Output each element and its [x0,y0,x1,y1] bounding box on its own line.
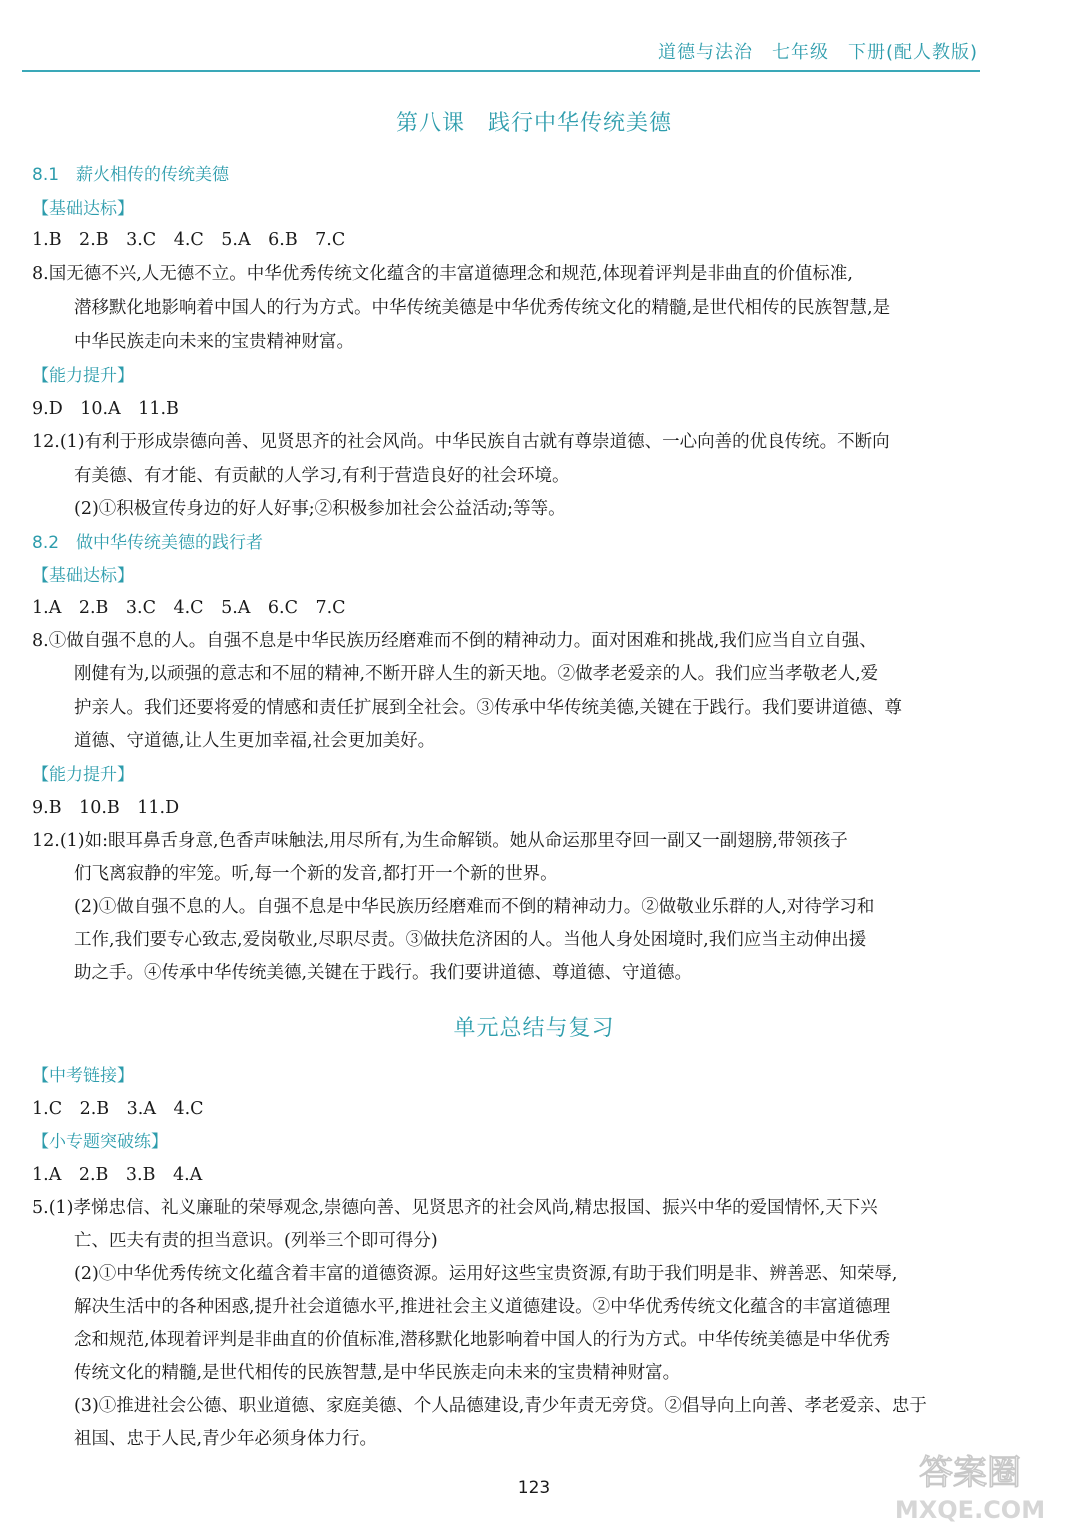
answer-line: (3)①推进社会公德、职业道德、家庭美德、个人品德建设,青少年责无旁贷。②倡导向上向善、孝老爱亲、忠于 [74,1396,927,1416]
answer-line: 1.B 2.B 3.C 4.C 5.A 6.B 7.C [32,230,346,250]
lesson-title: 第八课 践行中华传统美德 [395,111,672,136]
tag-basic-2: 【基础达标】 [32,566,134,586]
answer-line: 中华民族走向未来的宝贵精神财富。 [74,332,354,352]
section-title-8-2: 8.2 做中华传统美德的践行者 [32,533,264,553]
section-title-8-1: 8.1 薪火相传的传统美德 [32,165,230,185]
answer-line: 传统文化的精髓,是世代相传的民族智慧,是中华民族走向未来的宝贵精神财富。 [74,1363,681,1383]
answer-line: 潜移默化地影响着中国人的行为方式。中华传统美德是中华优秀传统文化的精髓,是世代相传的民族智慧,是 [74,298,891,318]
answer-line: (2)①中华优秀传统文化蕴含着丰富的道德资源。运用好这些宝贵资源,有助于我们明是非、辨善恶、知荣辱, [74,1264,898,1284]
answer-line: 12.(1)如:眼耳鼻舌身意,色香声味触法,用尽所有,为生命解锁。她从命运那里夺回一副又一副翅膀,带领孩子 [32,831,848,851]
answer-line: 1.A 2.B 3.C 4.C 5.A 6.C 7.C [32,598,346,618]
page-number: 123 [517,1478,551,1498]
answer-line: (2)①做自强不息的人。自强不息是中华民族历经磨难而不倒的精神动力。②做敬业乐群的人,对待学习和 [74,897,875,917]
tag-ability-1: 【能力提升】 [32,366,134,386]
answer-line: 5.(1)孝悌忠信、礼义廉耻的荣辱观念,崇德向善、见贤思齐的社会风尚,精忠报国、振兴中华的爱国情怀,天下兴 [32,1198,878,1218]
answer-line: 有美德、有才能、有贡献的人学习,有利于营造良好的社会环境。 [74,466,570,486]
answer-line: 解决生活中的各种困惑,提升社会道德水平,推进社会主义道德建设。②中华优秀传统文化蕴含的丰富道德理 [74,1297,891,1317]
watermark-logo [890,1444,1050,1526]
answer-line: 亡、匹夫有责的担当意识。(列举三个即可得分) [74,1231,438,1251]
answer-line: 道德、守道德,让人生更加幸福,社会更加美好。 [74,731,436,751]
answer-line: 9.D 10.A 11.B [32,399,179,419]
watermark-line2: MXQE.COM [894,1496,1046,1524]
tag-ability-2: 【能力提升】 [32,765,134,785]
answer-line: 们飞离寂静的牢笼。听,每一个新的发音,都打开一个新的世界。 [74,864,558,884]
answer-line: 助之手。④传承中华传统美德,关键在于践行。我们要讲道德、尊道德、守道德。 [74,963,693,983]
answer-line: 1.C 2.B 3.A 4.C [32,1099,204,1119]
page-header [22,36,980,72]
tag-basic-1: 【基础达标】 [32,199,134,219]
answer-line: 8.①做自强不息的人。自强不息是中华民族历经磨难而不倒的精神动力。面对困难和挑战,我们应当自立自强、 [32,631,877,651]
answer-line: 护亲人。我们还要将爱的情感和责任扩展到全社会。③传承中华传统美德,关键在于践行。我们要讲道德、尊 [74,698,903,718]
answer-line: (2)①积极宣传身边的好人好事;②积极参加社会公益活动;等等。 [74,499,566,519]
answer-line: 1.A 2.B 3.B 4.A [32,1165,203,1185]
unit-title: 单元总结与复习 [453,1016,615,1041]
answer-line: 念和规范,体现着评判是非曲直的价值标准,潜移默化地影响着中国人的行为方式。中华传统美德是中华优秀 [74,1330,891,1350]
answer-line: 9.B 10.B 11.D [32,798,180,818]
watermark-line1: 答案圈 [919,1453,1021,1493]
header-text: 道德与法治 七年级 下册(配人教版) [657,42,978,63]
answer-line: 刚健有为,以顽强的意志和不屈的精神,不断开辟人生的新天地。②做孝老爱亲的人。我们应当孝敬老人,爱 [74,664,879,684]
tag-exam-link: 【中考链接】 [32,1066,134,1086]
answer-line: 祖国、忠于人民,青少年必须身体力行。 [74,1429,378,1449]
answer-line: 8.国无德不兴,人无德不立。中华优秀传统文化蕴含的丰富道德理念和规范,体现着评判是非曲直的价值标准, [32,264,853,284]
tag-topic-practice: 【小专题突破练】 [32,1132,168,1152]
answer-line: 12.(1)有利于形成崇德向善、见贤思齐的社会风尚。中华民族自古就有尊崇道德、一心向善的优良传统。不断向 [32,432,890,452]
answer-line: 工作,我们要专心致志,爱岗敬业,尽职尽责。③做扶危济困的人。当他人身处困境时,我们应当主动伸出援 [74,930,867,950]
